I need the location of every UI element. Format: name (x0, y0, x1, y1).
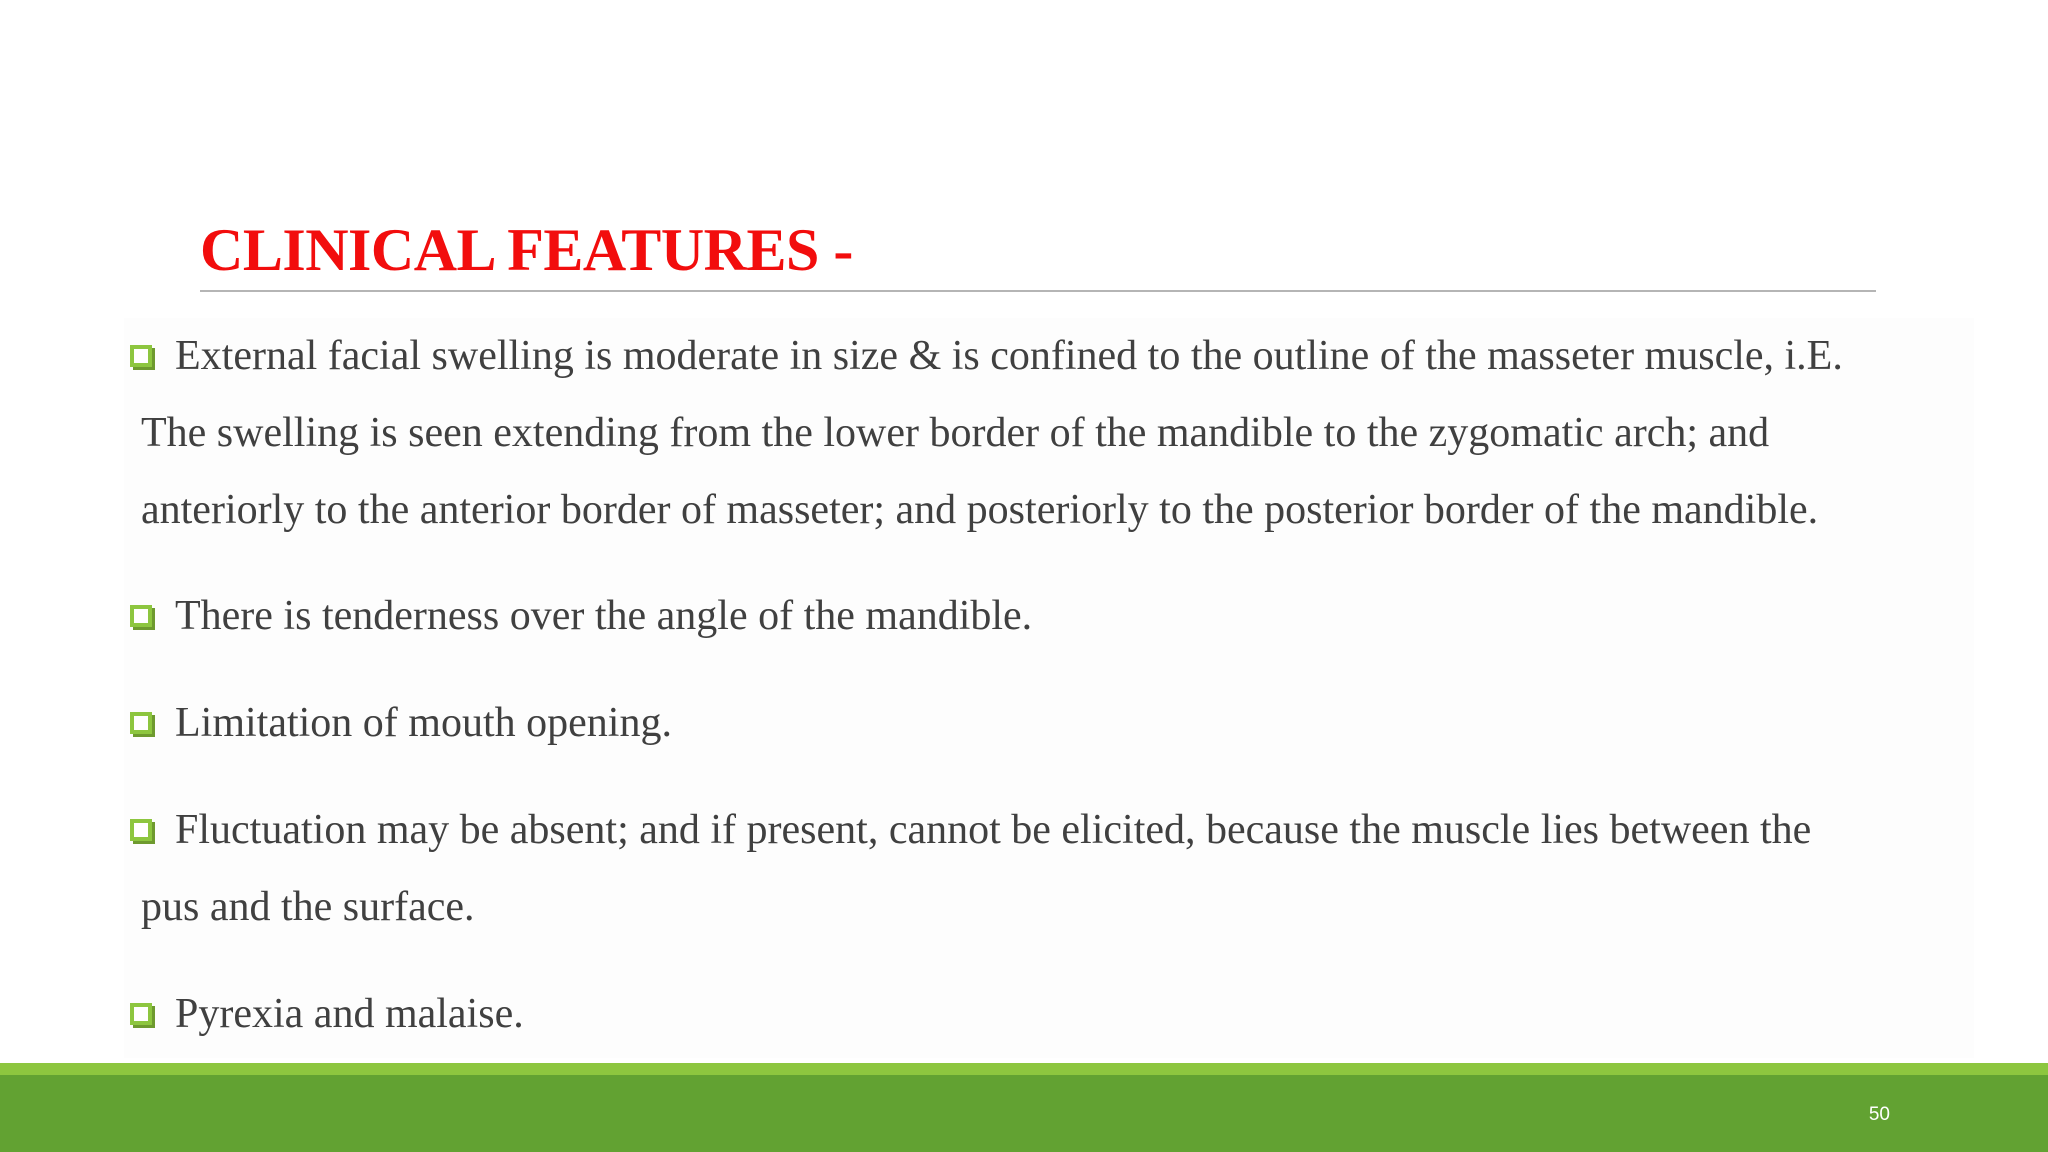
bullet-text-line: There is tenderness over the angle of the mandible. (175, 593, 1033, 639)
footer-band (0, 1075, 2048, 1152)
hollow-square-bullet-icon (130, 1003, 152, 1025)
bullet-item-fluctuation (130, 792, 1910, 946)
bullet-text-line: Fluctuation may be absent; and if present, cannot be elicited, because the muscle lies between the (175, 807, 1812, 853)
hollow-square-bullet-icon (130, 605, 152, 627)
bullet-item-facial-swelling (130, 318, 1910, 549)
bullet-text-line: pus and the surface. (141, 884, 475, 930)
hollow-square-bullet-icon (130, 819, 152, 841)
slide-number: 50 (1868, 1104, 1890, 1125)
bullet-item-mouth-opening (130, 685, 1910, 762)
bullet-item-tenderness (130, 578, 1910, 655)
footer-accent-band (0, 1063, 2048, 1075)
bullet-text-line: External facial swelling is moderate in size & is confined to the outline of the masseter muscle, i.E. (175, 333, 1843, 379)
hollow-square-bullet-icon (130, 712, 152, 734)
bullet-item-pyrexia (130, 976, 1910, 1053)
title-divider (200, 290, 1876, 292)
bullet-text-line: Limitation of mouth opening. (175, 700, 672, 746)
bullet-text-line: anteriorly to the anterior border of masseter; and posteriorly to the posterior border of the mandible. (141, 487, 1819, 533)
hollow-square-bullet-icon (130, 345, 152, 367)
bullet-text-line: The swelling is seen extending from the lower border of the mandible to the zygomatic arch; and (141, 410, 1770, 456)
bullet-text-line: Pyrexia and malaise. (175, 991, 524, 1037)
slide-title: CLINICAL FEATURES - (200, 217, 853, 283)
